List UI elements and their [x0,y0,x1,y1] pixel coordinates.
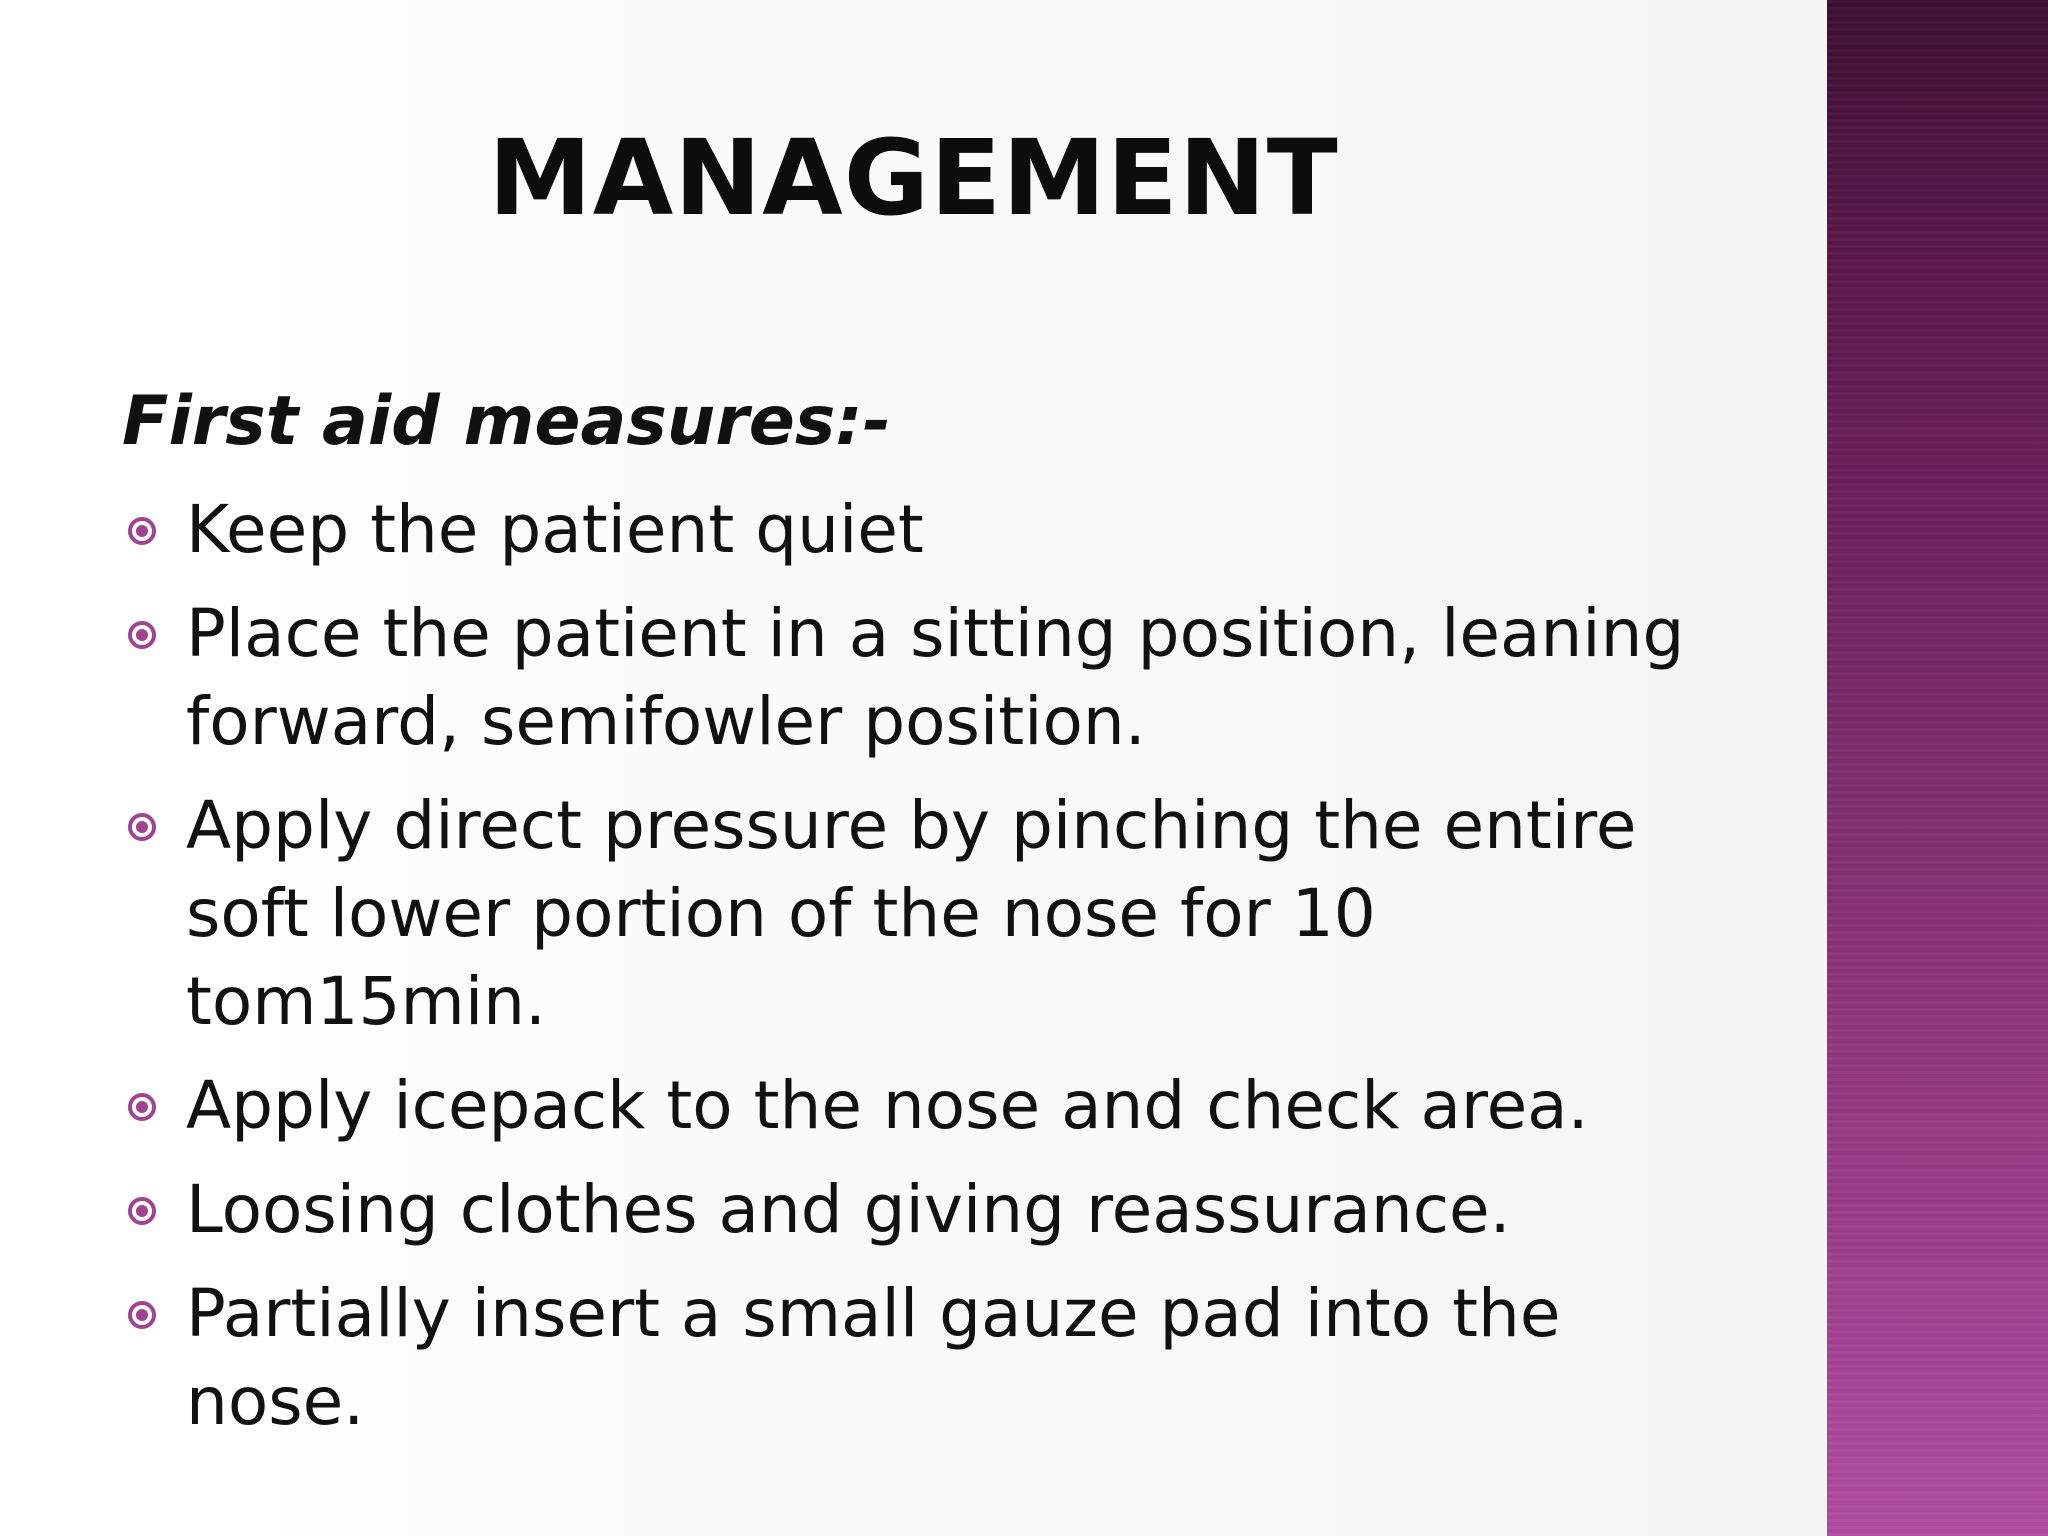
bullet-text: Apply icepack to the nose and check area. [186,1067,1589,1144]
bullet-item [122,782,1722,1046]
bullet-text: Apply direct pressure by pinching the entire soft lower portion of the nose for 10 tom15min. [186,787,1637,1040]
bullet-item [122,486,1722,574]
bullet-text: Keep the patient quiet [186,491,924,568]
bullet-item [122,1270,1722,1446]
bullet-text: Loosing clothes and giving reassurance. [186,1171,1511,1248]
bullet-item [122,1166,1722,1254]
slide-title: MANAGEMENT [488,117,1339,239]
circle-dot-icon [128,517,156,545]
circle-dot-icon [128,621,156,649]
bullet-item [122,590,1722,766]
bullet-item [122,1062,1722,1150]
bullet-list [122,486,1722,1462]
bullet-text: Partially insert a small gauze pad into the nose. [186,1275,1561,1440]
circle-dot-icon [128,1093,156,1121]
bullet-text: Place the patient in a sitting position, leaning forward, semifowler position. [186,595,1685,760]
decorative-side-bar [1827,0,2048,1536]
circle-dot-icon [128,1301,156,1329]
circle-dot-icon [128,813,156,841]
circle-dot-icon [128,1197,156,1225]
section-subheading: First aid measures:- [122,382,891,461]
